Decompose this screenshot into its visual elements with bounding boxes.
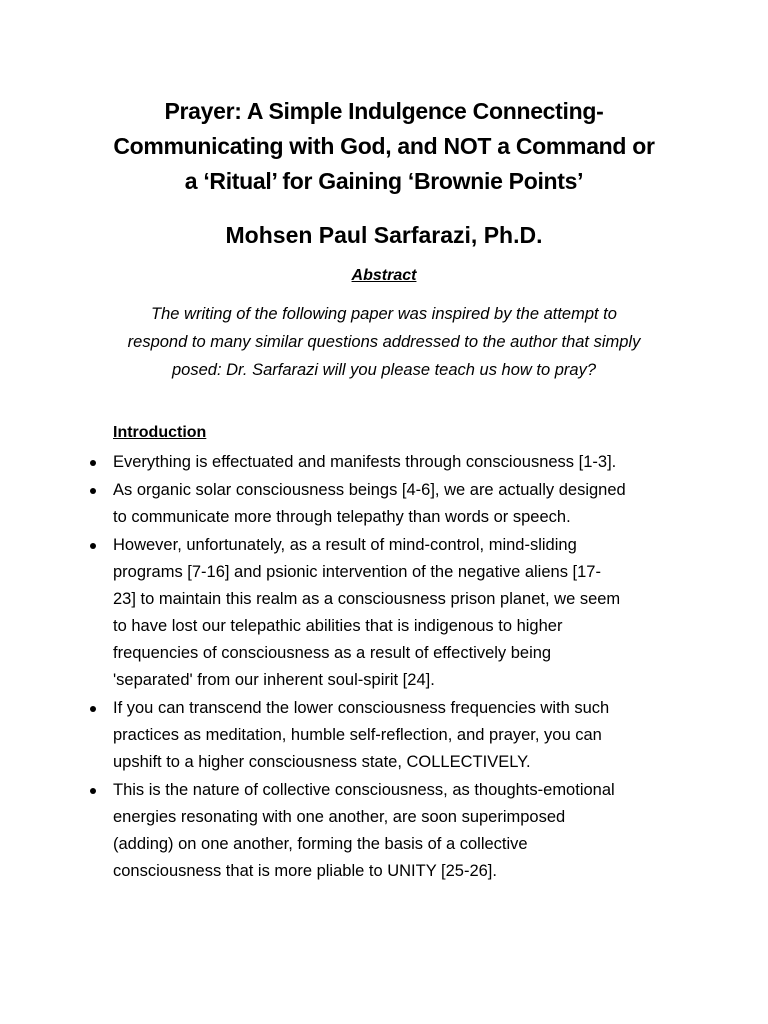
bullet-line: consciousness that is more pliable to UNITY [25-26]. xyxy=(113,862,497,880)
bullet-line: If you can transcend the lower consciousness frequencies with such xyxy=(113,699,610,717)
abstract-line: respond to many similar questions addressed to the author that simply xyxy=(127,333,641,351)
introduction-heading: Introduction xyxy=(113,424,207,441)
bullet-line: As organic solar consciousness beings [4-6], we are actually designed xyxy=(113,481,626,499)
bullet-line: frequencies of consciousness as a result of effectively being xyxy=(113,644,552,662)
bullet-line: programs [7-16] and psionic intervention of the negative aliens [17- xyxy=(113,563,601,581)
abstract-text xyxy=(80,300,688,384)
abstract-heading: Abstract xyxy=(351,267,417,284)
bullet-line: to have lost our telepathic abilities that is indigenous to higher xyxy=(113,617,563,635)
bullet-item xyxy=(0,449,768,476)
bullet-line: 23] to maintain this realm as a consciousness prison planet, we seem xyxy=(113,590,621,608)
bullet-line: 'separated' from our inherent soul-spirit [24]. xyxy=(113,671,435,689)
abstract-line: The writing of the following paper was inspired by the attempt to xyxy=(151,305,617,323)
introduction-bullet-list xyxy=(0,449,768,886)
bullet-item xyxy=(0,695,768,776)
bullet-line: to communicate more through telepathy than words or speech. xyxy=(113,508,571,526)
bullet-line: Everything is effectuated and manifests through consciousness [1-3]. xyxy=(113,453,617,471)
title-line: a ‘Ritual’ for Gaining ‘Brownie Points’ xyxy=(184,168,584,194)
bullet-item xyxy=(0,777,768,885)
bullet-dot-icon xyxy=(90,706,96,712)
bullet-line: practices as meditation, humble self-reflection, and prayer, you can xyxy=(113,726,602,744)
bullet-line: energies resonating with one another, are soon superimposed xyxy=(113,808,566,826)
document-title xyxy=(80,94,688,199)
bullet-line: However, unfortunately, as a result of mind-control, mind-sliding xyxy=(113,536,577,554)
bullet-dot-icon xyxy=(90,788,96,794)
bullet-line: upshift to a higher consciousness state, COLLECTIVELY. xyxy=(113,753,531,771)
bullet-item xyxy=(0,532,768,694)
document-author: Mohsen Paul Sarfarazi, Ph.D. xyxy=(225,222,543,248)
bullet-dot-icon xyxy=(90,460,96,466)
abstract-line: posed: Dr. Sarfarazi will you please teach us how to pray? xyxy=(171,361,597,379)
bullet-item xyxy=(0,477,768,531)
title-line: Communicating with God, and NOT a Command or xyxy=(113,133,655,159)
bullet-line: (adding) on one another, forming the basis of a collective xyxy=(113,835,528,853)
bullet-dot-icon xyxy=(90,543,96,549)
title-line: Prayer: A Simple Indulgence Connecting- xyxy=(164,98,604,124)
bullet-line: This is the nature of collective consciousness, as thoughts-emotional xyxy=(113,781,615,799)
bullet-dot-icon xyxy=(90,488,96,494)
